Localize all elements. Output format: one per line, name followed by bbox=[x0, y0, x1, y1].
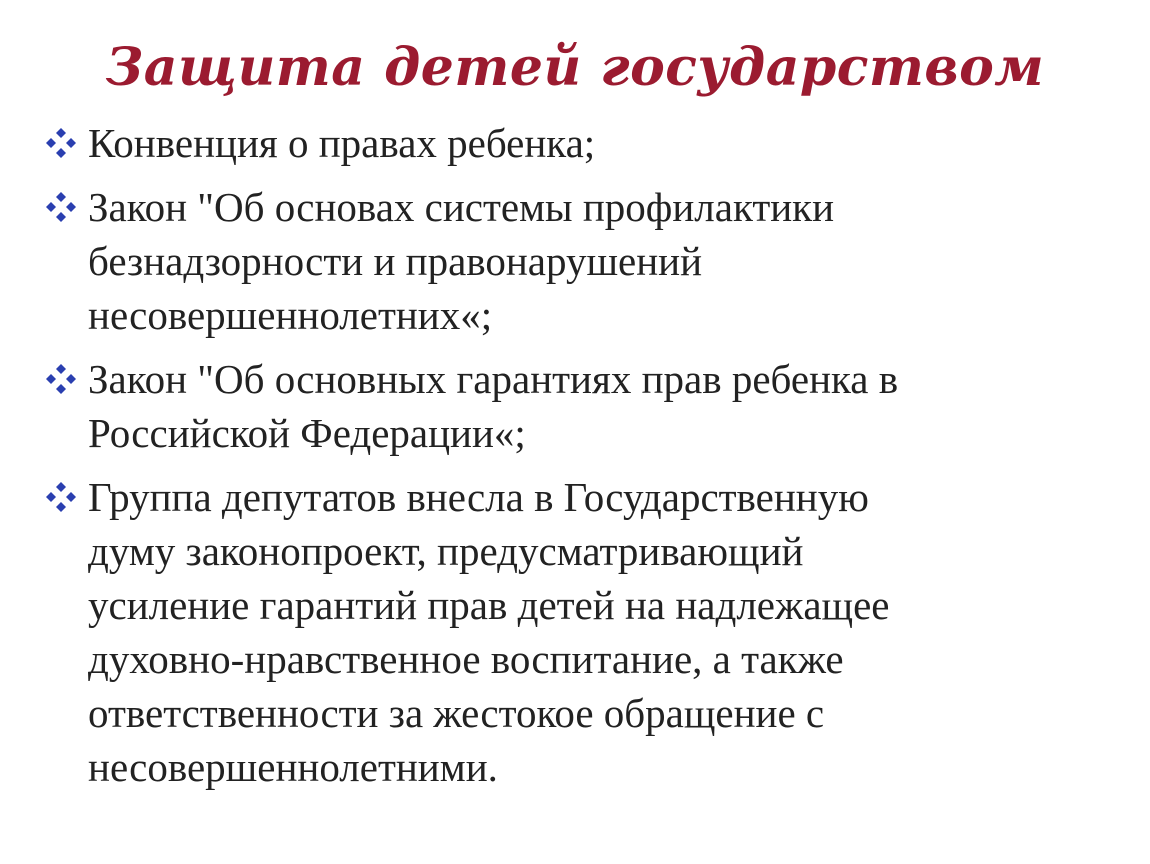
bullet-item bbox=[44, 180, 1134, 342]
bullet-list bbox=[44, 116, 1134, 804]
bullet-text: Закон "Об основных гарантиях прав ребенка в Российской Федерации«; bbox=[88, 356, 899, 456]
bullet-text: Закон "Об основах системы профилактики безнадзорности и правонарушений несовершеннолетних«; bbox=[88, 184, 835, 338]
slide-title: Защита детей государством bbox=[105, 37, 1045, 98]
bullet-item bbox=[44, 352, 1134, 460]
diamond-quad-bullet-icon bbox=[44, 116, 88, 170]
bullet-item bbox=[44, 470, 1134, 794]
diamond-quad-bullet-icon bbox=[44, 180, 88, 234]
bullet-text: Группа депутатов внесла в Государственную думу законопроект, предусматривающий усиление гарантий прав детей на надлежащее духовно-нравственное воспитание, а также ответственности за жестокое обращение с несовершеннолетними. bbox=[88, 474, 890, 790]
diamond-quad-bullet-icon bbox=[44, 352, 88, 406]
bullet-text: Конвенция о правах ребенка; bbox=[88, 120, 596, 166]
bullet-item bbox=[44, 116, 1134, 170]
diamond-quad-bullet-icon bbox=[44, 470, 88, 524]
